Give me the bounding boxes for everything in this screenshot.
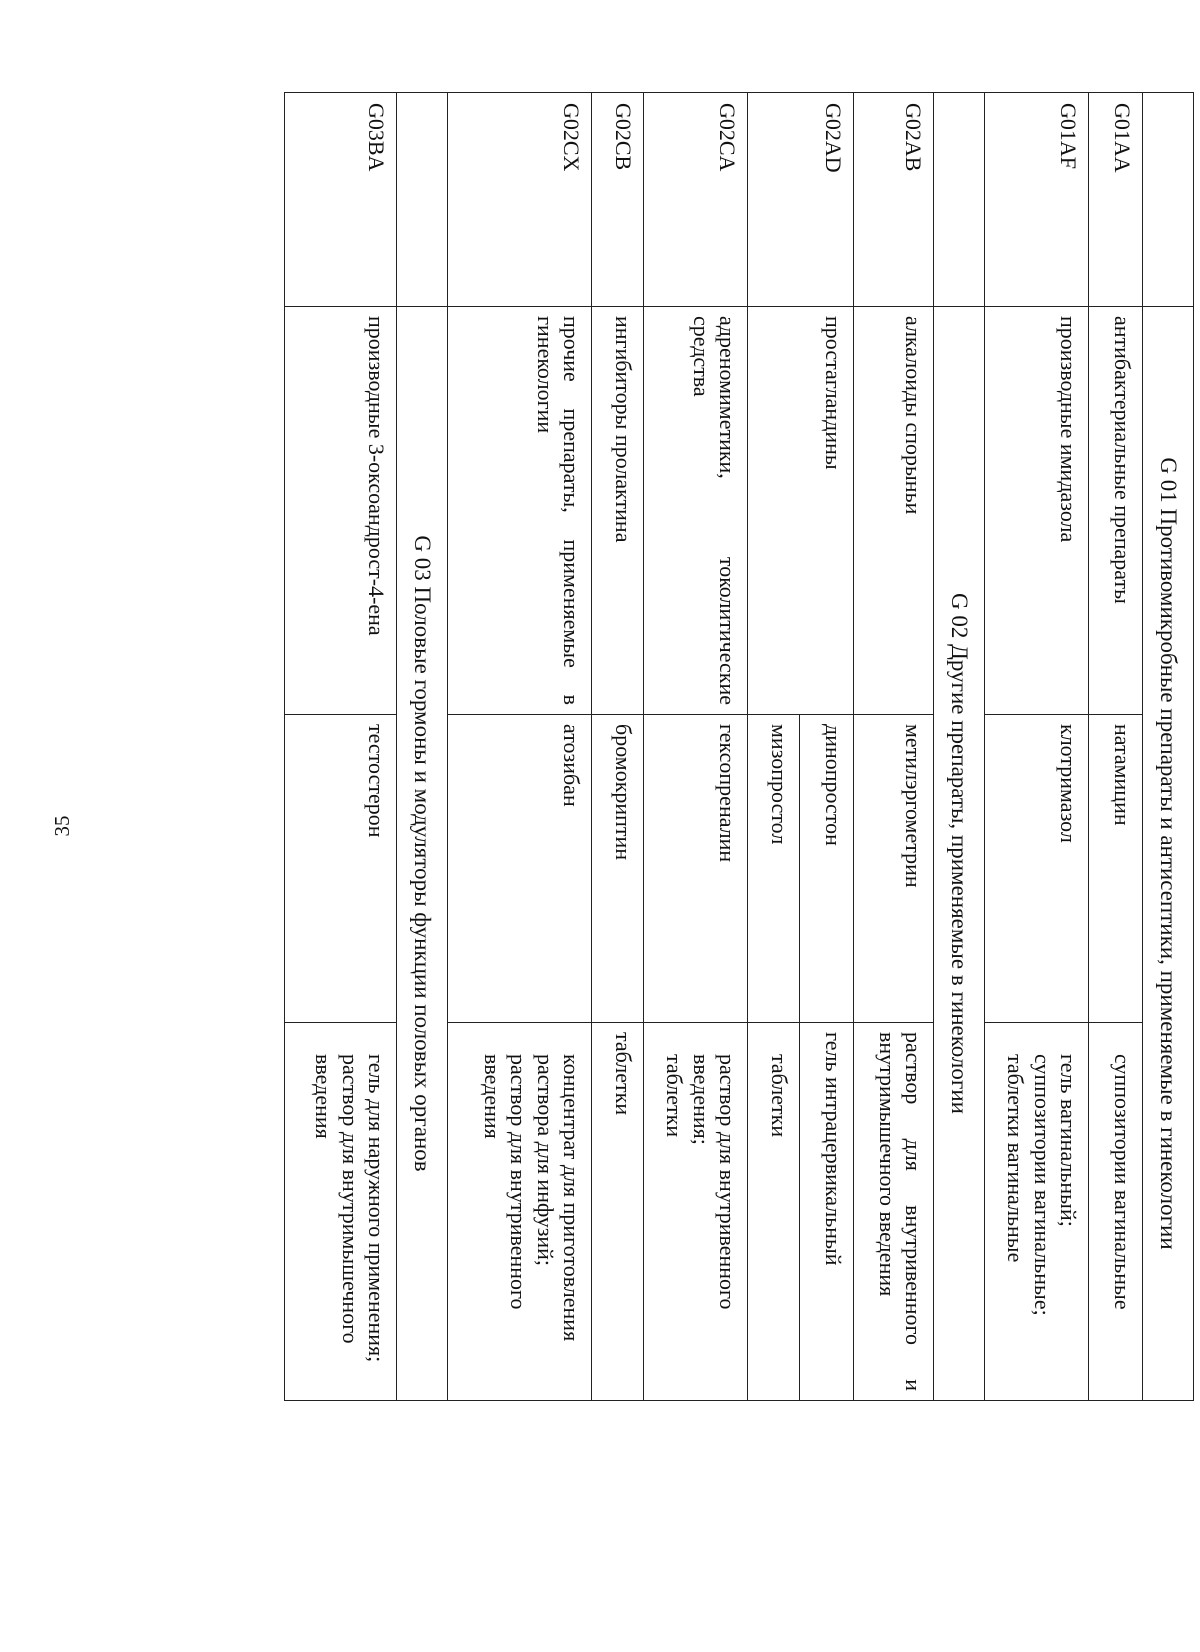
drug-name: тестостерон xyxy=(285,715,397,1023)
section-row-g02 xyxy=(934,93,985,1401)
dosage-form-line: таблетки xyxy=(767,1054,792,1138)
section-title-g03: G 03 Половые гормоны и модуляторы функции половых органов xyxy=(397,307,448,1401)
group-name: производные 3-оксоандрост-4-ена xyxy=(285,307,397,715)
drug-name: динопростон xyxy=(800,715,854,1023)
section-title-g01: G 01 Противомикробные препараты и антисептики, применяемые в гинекологии xyxy=(1143,307,1194,1401)
section-row-g01 xyxy=(1143,93,1194,1401)
drug-name: бромокриптин xyxy=(592,715,644,1023)
table-row xyxy=(800,93,854,1401)
dosage-form-line: раствор для внутривенного введения xyxy=(479,1054,532,1310)
section-row-g03 xyxy=(397,93,448,1401)
table-row xyxy=(854,93,934,1401)
dosage-form-line: гель для наружного применения; xyxy=(364,1054,389,1363)
dosage-forms xyxy=(285,1023,397,1401)
atc-code: G02CB xyxy=(592,93,644,307)
atc-code: G03BA xyxy=(285,93,397,307)
dosage-form-line: суппозитории вагинальные xyxy=(1110,1054,1135,1310)
atc-code: G02AB xyxy=(854,93,934,307)
dosage-form-line: концентрат для приготовления раствора для инфузий; xyxy=(532,1054,584,1342)
dosage-form-line: гель вагинальный; xyxy=(1056,1054,1081,1227)
drug-name: натамицин xyxy=(1089,715,1143,1023)
table-row xyxy=(285,93,397,1401)
dosage-forms: таблетки xyxy=(592,1023,644,1401)
dosage-form-line: раствор для внутримышечного введения xyxy=(311,1054,363,1344)
table-row xyxy=(1089,93,1143,1401)
dosage-form-line: таблетки xyxy=(662,1054,688,1138)
atc-code: G02CA xyxy=(644,93,748,307)
section-title-g02: G 02 Другие препараты, применяемые в гинекологии xyxy=(934,307,985,1401)
dosage-forms xyxy=(748,1023,800,1401)
dosage-form-line: суппозитории вагинальные; xyxy=(1029,1054,1055,1316)
group-name: производные имидазола xyxy=(985,307,1089,715)
dosage-forms xyxy=(1089,1023,1143,1401)
drug-name: метилэргометрин xyxy=(854,715,934,1023)
group-name: алкалоиды спорыньи xyxy=(854,307,934,715)
table-row xyxy=(448,93,592,1401)
group-name: прочие препараты, применяемые в гинекологии xyxy=(448,307,592,715)
drug-table xyxy=(284,92,1194,1401)
dosage-form-line: таблетки вагинальные xyxy=(1003,1054,1029,1263)
group-name: антибактериальные препараты xyxy=(1089,307,1143,715)
drug-name: атозибан xyxy=(448,715,592,1023)
atc-code: G01AA xyxy=(1089,93,1143,307)
drug-name: мизопростол xyxy=(748,715,800,1023)
group-name: адреномиметики, токолитические средства xyxy=(644,307,748,715)
atc-code: G02CX xyxy=(448,93,592,307)
table-row xyxy=(644,93,748,1401)
drug-name: гексопреналин xyxy=(644,715,748,1023)
page-number: 35 xyxy=(50,815,74,837)
dosage-forms xyxy=(644,1023,748,1401)
table-row xyxy=(985,93,1089,1401)
dosage-form-line: раствор для внутривенного введения; xyxy=(688,1054,740,1310)
group-name: ингибиторы пролактина xyxy=(592,307,644,715)
dosage-forms xyxy=(448,1023,592,1401)
atc-code: G02AD xyxy=(748,93,854,307)
drug-name: клотримазол xyxy=(985,715,1089,1023)
atc-code: G01AF xyxy=(985,93,1089,307)
group-name: простагландины xyxy=(748,307,854,715)
dosage-forms xyxy=(985,1023,1089,1401)
table-row xyxy=(592,93,644,1401)
dosage-forms: гель интрацервикальный xyxy=(800,1023,854,1401)
rotated-table-container xyxy=(124,92,1194,1400)
dosage-forms: раствор для внутривенного и внутримышечного введения xyxy=(854,1023,934,1401)
